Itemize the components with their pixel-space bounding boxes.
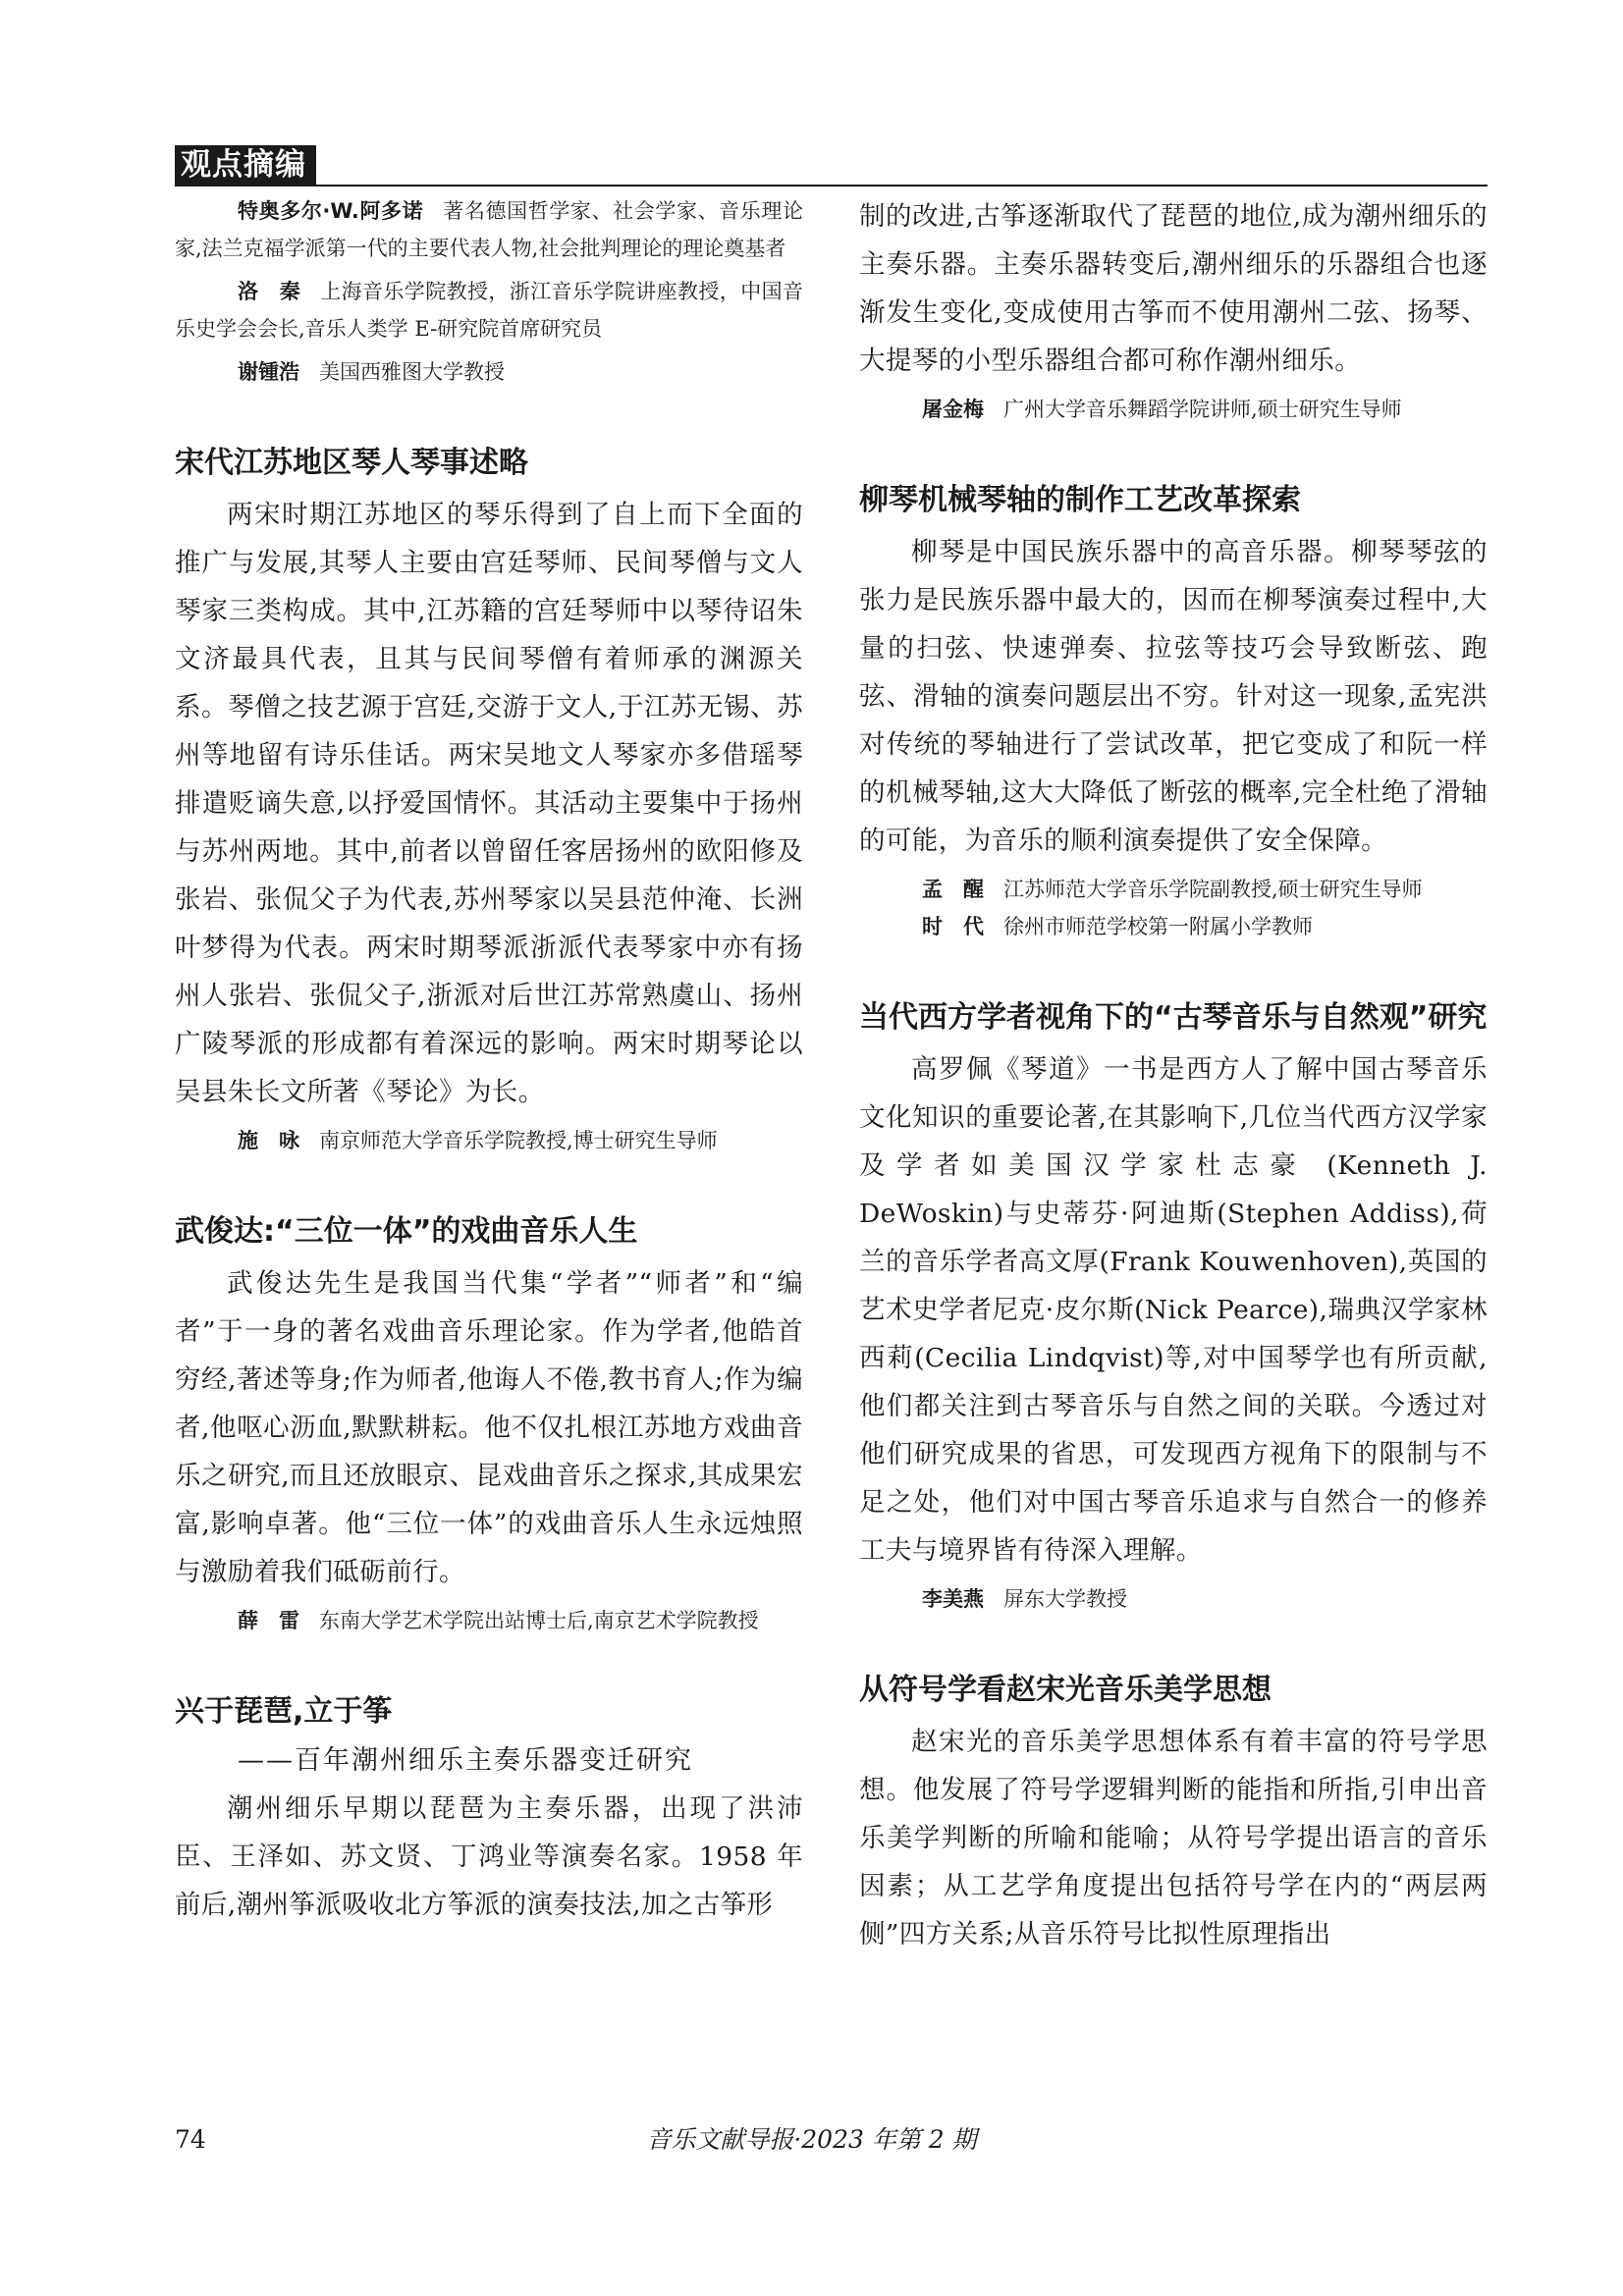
- bio-entry: [175, 192, 803, 267]
- bio-entry: [175, 273, 803, 347]
- section-tag: 观点摘编: [175, 145, 316, 185]
- article-body-continued: 制的改进,古筝逐渐取代了琵琶的地位,成为潮州细乐的主奏乐器。主奏乐器转变后,潮州细乐的乐器组合也逐渐发生变化,变成使用古筝而不使用潮州二弦、扬琴、大提琴的小型乐器组合都可称作潮州细乐。: [859, 201, 1488, 376]
- author-desc: 屏东大学教授: [1003, 1587, 1127, 1611]
- bio-entry: [175, 353, 803, 391]
- author-line: [859, 871, 1488, 908]
- bio-desc: 著名德国哲学家、社会学家、音乐理论家,法兰克福学派第一代的主要代表人物,社会批判理论的理论奠基者: [175, 199, 804, 260]
- page-footer: [0, 2120, 1623, 2160]
- article-title: 武俊达:“三位一体”的戏曲音乐人生: [175, 1214, 638, 1249]
- article-title: 柳琴机械琴轴的制作工艺改革探索: [859, 483, 1301, 517]
- article-title: 当代西方学者视角下的“古琴音乐与自然观”研究: [859, 1000, 1488, 1035]
- author-desc: 江苏师范大学音乐学院副教授,硕士研究生导师: [1003, 878, 1423, 901]
- left-column: [175, 192, 803, 1929]
- right-column: [859, 192, 1488, 1958]
- spacer: [175, 391, 803, 442]
- bio-name: 特奥多尔·W.阿多诺: [238, 199, 424, 223]
- author-line: [175, 1122, 803, 1159]
- author-name: 薛 雷: [238, 1609, 299, 1632]
- article-title: 从符号学看赵宋光音乐美学思想: [859, 1673, 1271, 1707]
- author-name: 施 咏: [238, 1129, 299, 1152]
- article-body: 武俊达先生是我国当代集“学者”“师者”和“编者”于一身的著名戏曲音乐理论家。作为学者,他皓首穷经,著述等身;作为师者,他诲人不倦,教书育人;作为编者,他呕心沥血,默默耕耘。他不仅扎根江苏地方戏曲音乐之研究,而且还放眼京、昆戏曲音乐之探求,其成果宏富,影响卓著。他“三位一体”的戏曲音乐人生永远烛照与激励着我们砥砺前行。: [175, 1268, 803, 1587]
- author-line: [859, 1580, 1488, 1618]
- author-name: 时 代: [922, 915, 984, 938]
- article-body: 两宋时期江苏地区的琴乐得到了自上而下全面的推广与发展,其琴人主要由宫廷琴师、民间琴僧与文人琴家三类构成。其中,江苏籍的宫廷琴师中以琴待诏朱文济最具代表，且其与民间琴僧有着师承的渊源关系。琴僧之技艺源于宫廷,交游于文人,于江苏无锡、苏州等地留有诗乐佳话。两宋吴地文人琴家亦多借瑶琴排遣贬谪失意,以抒爱国情怀。其活动主要集中于扬州与苏州两地。其中,前者以曾留任客居扬州的欧阳修及张岩、张侃父子为代表,苏州琴家以吴县范仲淹、长洲叶梦得为代表。两宋时期琴派浙派代表琴家中亦有扬州人张岩、张侃父子,浙派对后世江苏常熟虞山、扬州广陵琴派的形成都有着深远的影响。两宋时期琴论以吴县朱长文所著《琴论》为长。: [175, 500, 803, 1107]
- author-desc: 南京师范大学音乐学院教授,博士研究生导师: [319, 1129, 718, 1152]
- bio-desc: 上海音乐学院教授，浙江音乐学院讲座教授，中国音乐史学会会长,音乐人类学 E-研究院首席研究员: [175, 280, 804, 341]
- article-title: 宋代江苏地区琴人琴事述略: [175, 446, 528, 480]
- journal-name: 音乐文献导报·2023 年第 2 期: [646, 2125, 977, 2154]
- author-desc: 东南大学艺术学院出站博士后,南京艺术学院教授: [319, 1609, 759, 1632]
- author-name: 李美燕: [922, 1587, 984, 1611]
- article-title: 兴于琵琶,立于筝: [175, 1694, 393, 1729]
- author-desc: 广州大学音乐舞蹈学院讲师,硕士研究生导师: [1003, 398, 1402, 421]
- author-desc: 徐州市师范学校第一附属小学教师: [1003, 915, 1313, 938]
- page-number: 74: [175, 2125, 206, 2154]
- bio-name: 洛 秦: [238, 280, 301, 303]
- spacer: [859, 1618, 1488, 1669]
- author-name: 屠金梅: [922, 398, 984, 421]
- article-body: 潮州细乐早期以琵琶为主奏乐器，出现了洪沛臣、王泽如、苏文贤、丁鸿业等演奏名家。1958 年前后,潮州筝派吸收北方筝派的演奏技法,加之古筝形: [175, 1793, 803, 1920]
- author-line: [859, 908, 1488, 945]
- article-body: 高罗佩《琴道》一书是西方人了解中国古琴音乐文化知识的重要论著,在其影响下,几位当代西方汉学家及学者如美国汉学家杜志豪 (Kenneth J. DeWoskin)与史蒂芬·阿迪斯(Stephen Addiss),荷兰的音乐学者高文厚(Frank Kouwenhoven),英国的艺术史学者尼克·皮尔斯(Nick Pearce),瑞典汉学家林西莉(Cecilia Lindqvist)等,对中国琴学也有所贡献,他们都关注到古琴音乐与自然之间的关联。今透过对他们研究成果的省思，可发现西方视角下的限制与不足之处，他们对中国古琴音乐追求与自然合一的修养工夫与境界皆有待深入理解。: [859, 1054, 1488, 1566]
- bio-name: 谢锺浩: [238, 360, 299, 384]
- spacer: [859, 945, 1488, 996]
- article-body: 柳琴是中国民族乐器中的高音乐器。柳琴琴弦的张力是民族乐器中最大的，因而在柳琴演奏过程中,大量的扫弦、快速弹奏、拉弦等技巧会导致断弦、跑弦、滑轴的演奏问题层出不穷。针对这一现象,孟宪洪对传统的琴轴进行了尝试改革，把它变成了和阮一样的机械琴轴,这大大降低了断弦的概率,完全杜绝了滑轴的可能，为音乐的顺利演奏提供了安全保障。: [859, 537, 1488, 856]
- article-subtitle: ——百年潮州细乐主奏乐器变迁研究: [238, 1745, 693, 1776]
- header-rule: [175, 185, 1488, 187]
- author-name: 孟 醒: [922, 878, 984, 901]
- author-line: [175, 1602, 803, 1639]
- bio-desc: 美国西雅图大学教授: [319, 360, 505, 384]
- spacer: [175, 1639, 803, 1690]
- article-body: 赵宋光的音乐美学思想体系有着丰富的符号学思想。他发展了符号学逻辑判断的能指和所指,引申出音乐美学判断的所喻和能喻；从符号学提出语言的音乐因素；从工艺学角度提出包括符号学在内的“两层两侧”四方关系;从音乐符号比拟性原理指出: [859, 1727, 1488, 1949]
- spacer: [175, 1159, 803, 1210]
- spacer: [859, 428, 1488, 479]
- author-line: [859, 391, 1488, 428]
